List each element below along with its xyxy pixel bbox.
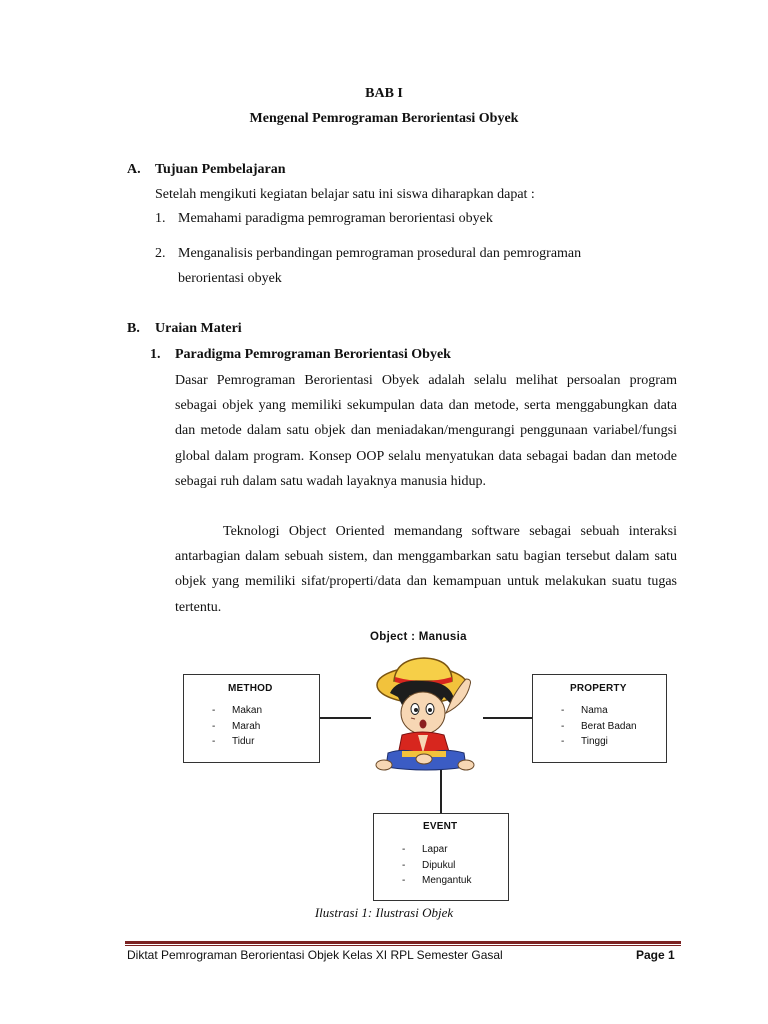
section-a-heading: Tujuan Pembelajaran — [155, 162, 286, 177]
connector-line — [319, 717, 371, 719]
list-item: - Dipukul — [402, 859, 456, 871]
section-a-intro: Setelah mengikuti kegiatan belajar satu ini siswa diharapkan dapat : — [155, 187, 535, 202]
figure-title: Object : Manusia — [370, 631, 467, 643]
footer-divider — [125, 945, 681, 946]
list-item: - Lapar — [402, 844, 448, 855]
list-item: - Tidur — [212, 736, 255, 747]
method-title: METHOD — [228, 683, 273, 694]
method-box — [183, 674, 320, 763]
objective-text: Menganalisis perbandingan pemrograman prosedural dan pemrograman — [178, 246, 582, 261]
objective-text: Memahami paradigma pemrograman berorientasi obyek — [178, 211, 493, 226]
chapter-title: Mengenal Pemrograman Berorientasi Obyek — [249, 111, 519, 126]
footer-divider — [125, 941, 681, 944]
list-item: - Makan — [212, 705, 263, 716]
event-box — [373, 813, 509, 901]
list-item: - Tinggi — [561, 736, 608, 747]
chapter-label: BAB I — [365, 86, 403, 101]
list-item: - Marah — [212, 720, 261, 732]
page-number: Page 1 — [636, 948, 675, 962]
list-item: - Nama — [561, 705, 608, 716]
objective-text-cont: berorientasi obyek — [178, 271, 282, 286]
list-item: - Mengantuk — [402, 875, 472, 886]
subsection-number: 1. — [150, 347, 161, 362]
objective-number: 1. — [155, 211, 166, 226]
objective-number: 2. — [155, 246, 166, 261]
section-a-label: A. — [127, 162, 141, 177]
property-title: PROPERTY — [570, 683, 627, 694]
character-illustration — [366, 655, 492, 773]
paragraph-1: Dasar Pemrograman Berorientasi Obyek adalah selalu melihat persoalan program sebagai objek yang memiliki sekumpulan data dan metode, serta menggabungkan data dan metode dalam satu objek dan meniadakan/mengurangi penggunaan variabel/fungsi global dalam program. Konsep OOP selalu menyatukan data sebagai badan dan metode sebagai ruh dalam satu wadah layaknya manusia hidup. — [175, 373, 677, 489]
figure-caption: Ilustrasi 1: Ilustrasi Objek — [314, 905, 454, 920]
list-item: - Berat Badan — [561, 720, 637, 732]
subsection-heading: Paradigma Pemrograman Berorientasi Obyek — [175, 347, 451, 362]
event-title: EVENT — [423, 821, 458, 832]
paragraph-2: Teknologi Object Oriented memandang software sebagai sebuah interaksi antarbagian dalam sebuah sistem, dan menggambarkan satu bagian tersebut dalam satu objek yang memiliki sifat/properti/data dan kemampuan untuk melakukan suatu tugas tertentu. — [175, 524, 677, 615]
section-b-heading: Uraian Materi — [155, 321, 242, 336]
property-box — [532, 674, 667, 763]
footer-text: Diktat Pemrograman Berorientasi Objek Kelas XI RPL Semester Gasal — [127, 948, 503, 962]
connector-line — [440, 770, 442, 814]
section-b-label: B. — [127, 321, 140, 336]
